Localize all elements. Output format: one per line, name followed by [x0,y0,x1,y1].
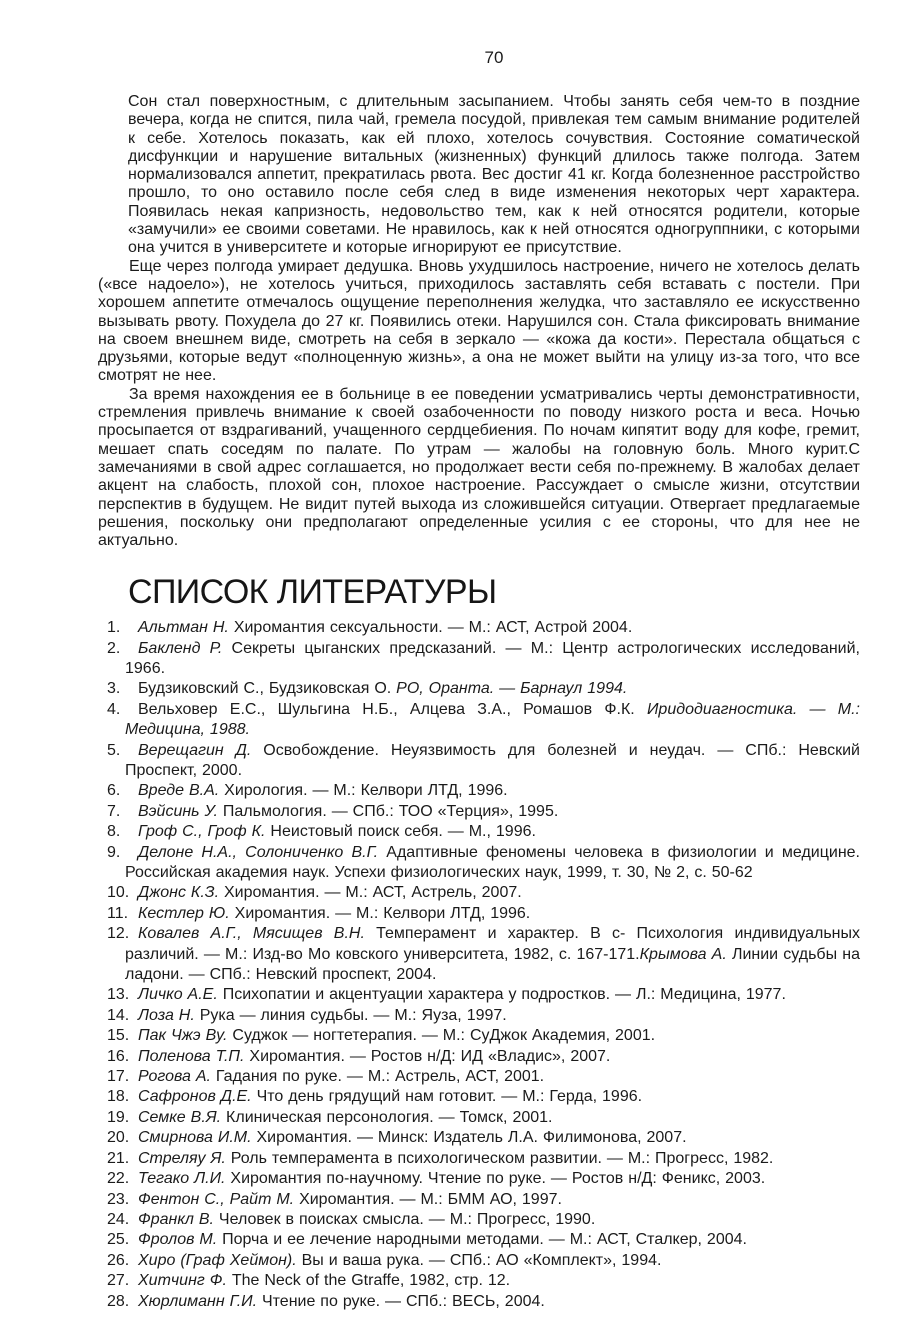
body-paragraph: Еще через полгода умирает дедушка. Вновь ухудшилось настроение, ничего не хотелось делать («все надоело»), не хотелось учиться, приходилось заставлять себя вставать с постели. При хорошем аппетите отмечалось ощущение переполнения желудка, что заставляло ее искусственно вызывать рвоту. Похудела до 27 кг. Появились отеки. Нарушился сон. Стала фиксировать внимание на своем внешнем виде, смотреть на себя в зеркало — «кожа да кости». Перестала общаться с друзьями, которые ведут «полноценную жизнь», а она не может выйти на улицу из-за того, что все смотрят не нее. [98,257,860,385]
bibliography-entry [107,1251,860,1271]
entry-text: Будзиковский С., Будзиковская О. [138,680,397,698]
bibliography-entry [107,618,860,638]
bibliography-list [98,618,860,1312]
entry-author: РО, Оранта. — Барнаул 1994. [396,680,628,698]
entry-number: 25. [107,1231,130,1249]
bibliography-entry [107,741,860,782]
entry-text: Рука — линия судьбы. — М.: Яуза, 1997. [194,1006,507,1024]
entry-text: Порча и ее лечение народными методами. — М.: АСТ, Сталкер, 2004. [217,1231,747,1249]
entry-author: Джонс К.З. [138,884,220,902]
entry-author: Вреде В.А. [138,782,220,800]
bibliography-entry [107,781,860,801]
entry-number: 16. [107,1047,130,1065]
entry-number: 9. [107,843,121,861]
entry-author: Хюрлиманн Г.И. [138,1292,258,1310]
entry-author: Бакленд Р. [138,639,223,657]
entry-text: Суджок — ногтетерапия. — М.: СуДжок Академия, 2001. [227,1027,656,1045]
entry-text: Что день грядущий нам готовит. — М.: Герда, 1996. [251,1088,643,1106]
entry-text: Секреты цыганских предсказаний. — М.: Центр астрологических исследований, 1966. [125,639,860,677]
entry-text: Хиромантия. — М.: Келвори ЛТД, 1996. [229,904,531,922]
entry-number: 28. [107,1292,130,1310]
entry-author: Делоне Н.А., Солониченко В.Г. [138,843,379,861]
bibliography-entry [107,679,860,699]
entry-number: 19. [107,1108,130,1126]
bibliography-entry [107,639,860,680]
entry-number: 11. [107,904,129,922]
bibliography-entry [107,1006,860,1026]
bibliography-entry [107,1128,860,1148]
entry-number: 5. [107,741,121,759]
entry-number: 23. [107,1190,130,1208]
entry-number: 12. [107,925,130,943]
entry-number: 17. [107,1068,130,1086]
entry-text: Психопатии и акцентуации характера у подростков. — Л.: Медицина, 1977. [217,986,786,1004]
bibliography-entry [107,883,860,903]
entry-author: Лоза Н. [138,1006,195,1024]
entry-number: 20. [107,1129,130,1147]
entry-text: Темперамент и характер. В с- Психология индивидуальных различий. — М.: Изд-во Мо ковского университета, 1982, с. 167-171. [125,925,860,963]
entry-author: Поленова Т.П. [138,1047,245,1065]
entry-text: Неистовый поиск себя. — М., 1996. [265,823,536,841]
entry-text: Хиромантия. — М.: АСТ, Астрель, 2007. [219,884,522,902]
bibliography-entry [107,1087,860,1107]
bibliography-entry [107,1271,860,1291]
entry-number: 8. [107,823,121,841]
entry-author: Ковалев А.Г., Мясищев В.Н. [138,925,365,943]
entry-author: Сафронов Д.Е. [138,1088,252,1106]
bibliography-entry [107,700,861,741]
bibliography-entry [107,1149,860,1169]
entry-text: Линии судьбы на ладони. — СПб.: Невский проспект, 2004. [125,945,861,984]
entry-author: Фентон С., Райт М. [138,1190,295,1208]
entry-text: Адаптивные феномены человека в физиологии и медицине. Российская академия наук. Успехи физиологических наук, 1999, т. 30, № 2, с. 50-62 [125,843,861,882]
page-content [98,93,860,1312]
body-paragraph: За время нахождения ее в больнице в ее поведении усматривались черты демонстративности, стремления привлечь внимание к своей озабоченности по поводу низкого роста и веса. Ночью просыпается от вздрагиваний, учащенного сердцебиения. По ночам кипятит воду для кофе, гремит, мешает спать соседям по палате. По утрам — жалобы на головную боль. Много курит.С замечаниями в свой адрес соглашается, но продолжает вести себя по-прежнему. В жалобах делает акцент на слабость, плохой сон, плохое настроение. Рассуждает о смысле жизни, отсутствии перспектив в будущем. Не видит путей выхода из сложившейся ситуации. Отвергает предлагаемые решения, поскольку они предполагают определенные усилия с ее стороны, что для нее не актуально. [98,385,860,550]
entry-number: 18. [107,1088,130,1106]
entry-author: Альтман Н. [138,619,229,637]
entry-number: 14. [107,1006,130,1024]
entry-author: Стреляу Я. [138,1149,226,1167]
entry-text: Гадания по руке. — М.: Астрель, АСТ, 2001. [210,1068,545,1086]
entry-author: Хиро (Граф Хеймон). [138,1251,297,1269]
bibliography-entry [107,802,860,822]
entry-text: Хиромантия по-научному. Чтение по руке. — Ростов н/Д: Феникс, 2003. [225,1170,766,1188]
entry-text: Вельховер Е.С., Шульгина Н.Б., Алцева З.А., Ромашов Ф.К. [138,700,647,718]
entry-text: The Neck of the Gtraffe, 1982, стр. 12. [226,1272,511,1290]
entry-text: Человек в поисках смысла. — М.: Прогресс, 1990. [213,1210,596,1228]
bibliography-entry [107,1190,860,1210]
entry-text: Пальмология. — СПб.: ТОО «Терция», 1995. [217,802,559,820]
bibliography-entry [107,1169,860,1189]
bibliography-entry [107,1108,860,1128]
entry-text: Хиромантия сексуальности. — М.: АСТ, Астрой 2004. [228,619,633,637]
entry-text: Хирология. — М.: Келвори ЛТД, 1996. [219,782,508,800]
entry-number: 22. [107,1170,130,1188]
bibliography-entry [107,904,860,924]
entry-author: Личко А.Е. [138,986,218,1004]
entry-number: 21. [107,1149,130,1167]
entry-number: 24. [107,1210,130,1228]
entry-number: 10. [107,884,130,902]
entry-text: Хиромантия. — М.: БММ АО, 1997. [294,1190,562,1208]
entry-text: Хиромантия. — Минск: Издатель Л.А. Филимонова, 2007. [251,1129,687,1147]
entry-author: Семке В.Я. [138,1108,222,1126]
entry-text: Хиромантия. — Ростов н/Д: ИД «Владис», 2007. [244,1047,611,1065]
bibliography-entry [107,1026,860,1046]
entry-author: Верещагин Д. [138,741,252,759]
entry-number: 3. [107,680,121,698]
entry-number: 15. [107,1027,130,1045]
entry-number: 2. [107,639,121,657]
bibliography-entry [107,1067,860,1087]
entry-author: Франкл В. [138,1210,214,1228]
bibliography-heading: СПИСОК ЛИТЕРАТУРЫ [128,573,497,612]
entry-author: Крымова А. [639,945,727,963]
bibliography-entry [107,1210,860,1230]
entry-author: Гроф С., Гроф К. [138,823,266,841]
bibliography-entry [107,822,860,842]
bibliography-entry [107,985,860,1005]
entry-number: 7. [107,802,121,820]
entry-text: Чтение по руке. — СПб.: ВЕСЬ, 2004. [257,1292,545,1310]
entry-number: 1. [107,619,121,637]
entry-author: Фролов М. [138,1231,218,1249]
bibliography-entry [107,924,861,985]
entry-number: 4. [107,700,121,718]
document-page [0,48,905,1328]
bibliography-entry [107,1047,860,1067]
page-number: 70 [484,48,504,67]
entry-text: Вы и ваша рука. — СПб.: АО «Комплект», 1994. [296,1251,662,1269]
entry-author: Смирнова И.М. [138,1129,252,1147]
bibliography-entry [107,1230,860,1250]
entry-author: Тегако Л.И. [138,1170,226,1188]
entry-text: Роль темперамента в психологическом развитии. — М.: Прогресс, 1982. [225,1149,774,1167]
bibliography-entry [107,1292,860,1312]
entry-author: Хитчинг Ф. [138,1272,227,1290]
entry-number: 27. [107,1272,130,1290]
entry-number: 13. [107,986,130,1004]
body-paragraph: Сон стал поверхностным, с длительным засыпанием. Чтобы занять себя чем-то в поздние вечера, когда не спится, пила чай, гремела посудой, привлекая тем самым внимание родителей к себе. Хотелось показать, как ей плохо, хотелось сочувствия. Состояние соматической дисфункции и нарушение витальных (жизненных) функций длилось также полгода. Затем нормализовался аппетит, прекратилась рвота. Вес достиг 41 кг. Когда болезненное расстройство прошло, то оно оставило после себя след в виде изменения некоторых черт характера. Появилась некая капризность, недовольство тем, как к ней относятся родители, которые «замучили» ее своими советами. Не нравилось, как к ней относятся одногруппники, с которыми она учится в университете и которые игнорируют ее присутствие. [128,93,860,257]
entry-number: 6. [107,782,121,800]
entry-text: Освобождение. Неуязвимость для болезней и неудач. — СПб.: Невский Проспект, 2000. [125,741,860,779]
entry-author: Иридодиагностика. — М.: Медицина, 1988. [125,700,861,739]
entry-author: Рогова А. [138,1068,211,1086]
entry-author: Кестлер Ю. [138,904,230,922]
entry-author: Пак Чжэ Ву. [138,1027,228,1045]
bibliography-entry [107,843,861,884]
entry-text: Клиническая персонология. — Томск, 2001. [221,1108,553,1126]
entry-author: Вэйсинь У. [138,802,218,820]
entry-number: 26. [107,1251,130,1269]
